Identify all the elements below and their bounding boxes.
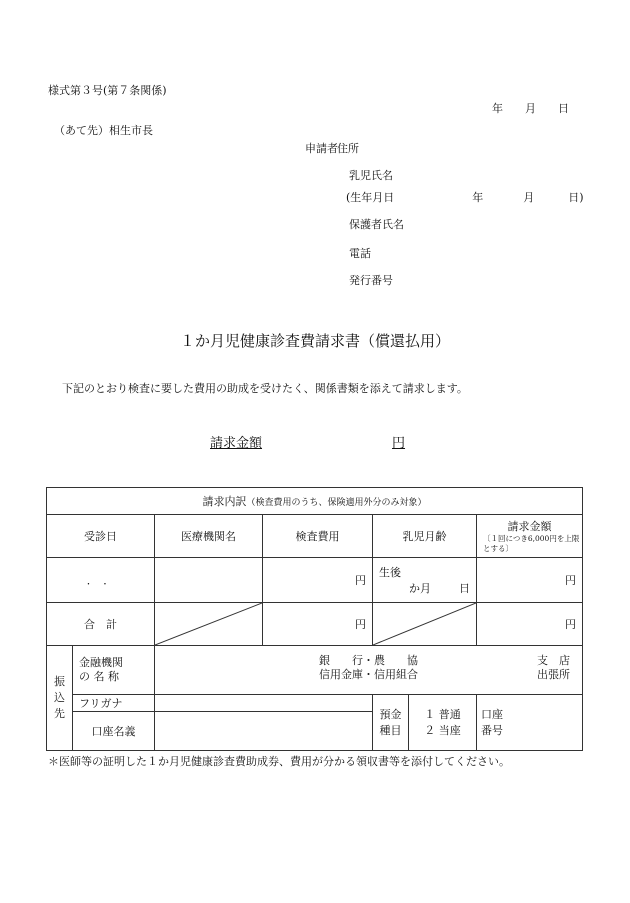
- account-number-line1: 口座: [481, 707, 503, 721]
- infant-name-label: 乳児氏名: [349, 169, 393, 182]
- deposit-option-2: ２ 当座: [424, 723, 461, 737]
- breakdown-header-main: 請求内訳: [202, 495, 247, 508]
- phone-label: 電話: [349, 247, 371, 260]
- deposit-option-1: １ 普通: [424, 707, 461, 721]
- col-claim-note: 〔１回につき6,000円を上限とする〕: [483, 534, 580, 553]
- account-holder-input-cell[interactable]: [155, 712, 373, 751]
- claim-amount-line: [210, 432, 405, 451]
- institution-name-cell[interactable]: [155, 646, 583, 695]
- claim-amount-label: 請求金額: [210, 436, 263, 451]
- deposit-type-options[interactable]: [409, 695, 477, 751]
- account-holder-label: 口座名義: [73, 712, 155, 751]
- total-label: 合 計: [47, 603, 155, 646]
- date-day-label: 日: [558, 102, 569, 115]
- footnote: ＊医師等の証明した１か月児健康診査費助成券、費用が分かる領収書等を添付してください。: [48, 755, 510, 768]
- deposit-type-label: [373, 695, 409, 751]
- col-exam-cost: 検査費用: [263, 515, 373, 558]
- age-after-label: 生後: [379, 566, 401, 579]
- guardian-name-label: 保護者氏名: [349, 218, 404, 231]
- total-claim-amount-cell[interactable]: 円: [477, 603, 583, 646]
- age-days-label: 日: [459, 582, 470, 595]
- branch-line2: 出張所: [537, 668, 571, 681]
- birth-date-line: [346, 189, 584, 205]
- breakdown-header-sub: （検査費用のうち、保険適用外分のみ対象）: [246, 498, 427, 508]
- furigana-label: フリガナ: [73, 695, 155, 712]
- birth-date-label: (生年月日: [346, 191, 395, 204]
- col-claim-amount: [477, 515, 583, 558]
- infant-age-cell[interactable]: [373, 558, 477, 603]
- institution-label: [73, 646, 155, 695]
- breakdown-header: [47, 488, 583, 515]
- total-exam-cost-cell[interactable]: 円: [263, 603, 373, 646]
- transfer-to-text: 振込先: [54, 675, 65, 720]
- furigana-input-cell[interactable]: [155, 695, 373, 712]
- issue-number-label: 発行番号: [349, 274, 393, 287]
- date-year-label: 年: [492, 102, 503, 115]
- col-exam-date: 受診日: [47, 515, 155, 558]
- institution-label-line1: 金融機関: [79, 656, 123, 669]
- account-number-line2: 番号: [481, 723, 503, 737]
- breakdown-table: [46, 487, 583, 751]
- addressee: （あて先）相生市長: [54, 124, 153, 137]
- deposit-type-line2: 種目: [379, 723, 402, 737]
- intro-text: 下記のとおり検査に要した費用の助成を受けたく、関係書類を添えて請求します。: [62, 382, 468, 395]
- col-institution: 医療機関名: [155, 515, 263, 558]
- institution-label-line2: の 名 称: [79, 670, 119, 683]
- birth-year-label: 年: [472, 191, 484, 204]
- birth-month-label: 月: [523, 191, 535, 204]
- branch-line1: 支 店: [537, 654, 571, 667]
- document-title: １か月児健康診査費請求書（償還払用）: [179, 332, 450, 350]
- bank-types-line2: 信用金庫・信用組合: [319, 668, 418, 681]
- deposit-type-line1: 預金: [379, 707, 402, 721]
- bank-types-line1: 銀 行・農 協: [319, 654, 418, 667]
- birth-day-label: 日): [568, 191, 584, 204]
- total-age-cell: [373, 603, 477, 646]
- exam-cost-cell[interactable]: 円: [263, 558, 373, 603]
- exam-date-cell[interactable]: ． ．: [47, 558, 155, 603]
- claim-amount-cell[interactable]: 円: [477, 558, 583, 603]
- form-number: 様式第３号(第７条関係): [48, 84, 167, 97]
- date-month-label: 月: [525, 102, 536, 115]
- transfer-to-label: [47, 646, 73, 751]
- submission-date: [492, 100, 569, 116]
- institution-cell[interactable]: [155, 558, 263, 603]
- col-infant-age: 乳児月齢: [373, 515, 477, 558]
- total-institution-cell: [155, 603, 263, 646]
- claim-amount-unit: 円: [392, 436, 406, 451]
- account-number-cell[interactable]: [477, 695, 583, 751]
- address-field-label: 住所: [337, 142, 359, 155]
- col-claim-amount-label: 請求金額: [507, 520, 552, 533]
- applicant-label: 申請者: [305, 142, 338, 155]
- age-months-label: か月: [409, 582, 431, 595]
